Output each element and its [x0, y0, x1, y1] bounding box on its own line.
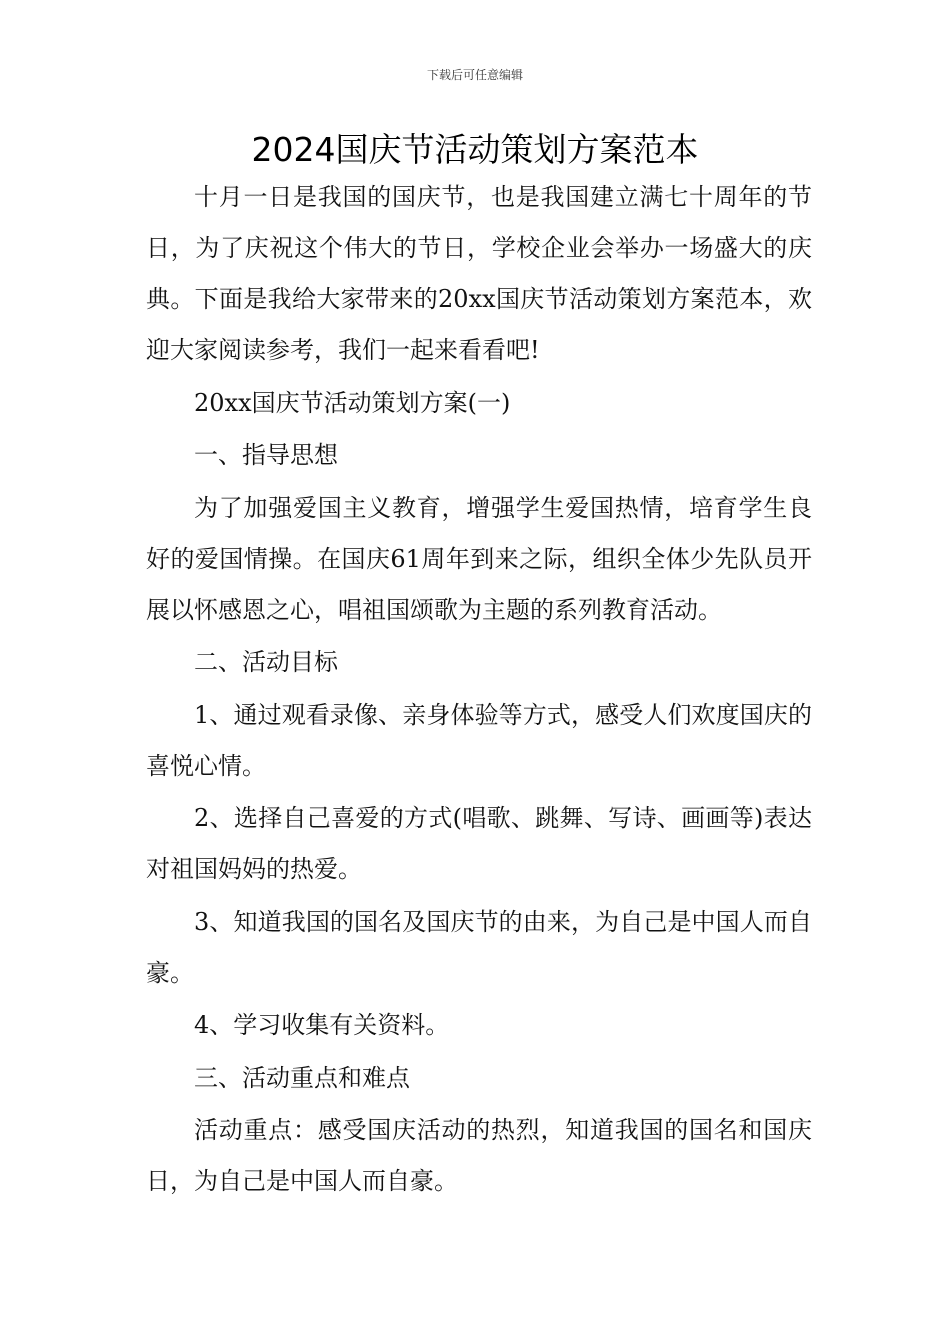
key-points-paragraph: 活动重点：感受国庆活动的热烈，知道我国的国名和国庆日，为自己是中国人而自豪。	[146, 1116, 812, 1195]
goal-item-1: 1、通过观看录像、亲身体验等方式，感受人们欢度国庆的喜悦心情。	[146, 700, 812, 780]
guiding-idea-paragraph: 为了加强爱国主义教育，增强学生爱国热情，培育学生良好的爱国情操。在国庆61周年到来之际，组织全体少先队员开展以怀感恩之心，唱祖国颂歌为主题的系列教育活动。	[146, 493, 812, 624]
goal-item-2: 2、选择自己喜爱的方式(唱歌、跳舞、写诗、画画等)表达对祖国妈妈的热爱。	[146, 804, 812, 883]
intro-paragraph: 十月一日是我国的国庆节，也是我国建立满七十周年的节日，为了庆祝这个伟大的节日，学校企业会举办一场盛大的庆典。下面是我给大家带来的20xx国庆节活动策划方案范本，欢迎大家阅读参考，我们一起来看看吧!	[146, 183, 812, 364]
heading-key-points: 三、活动重点和难点	[194, 1063, 410, 1092]
header-note: 下载后可任意编辑	[426, 68, 523, 82]
heading-activity-goals: 二、活动目标	[194, 648, 338, 676]
document-title: 2024国庆节活动策划方案范本	[251, 130, 699, 169]
goal-item-3: 3、知道我国的国名及国庆节的由来，为自己是中国人而自豪。	[146, 907, 812, 987]
heading-guiding-idea: 一、指导思想	[194, 441, 338, 469]
goal-item-4: 4、学习收集有关资料。	[194, 1011, 450, 1039]
section-plan-heading: 20xx国庆节活动策划方案(一)	[194, 388, 511, 417]
document-body	[146, 172, 812, 1209]
